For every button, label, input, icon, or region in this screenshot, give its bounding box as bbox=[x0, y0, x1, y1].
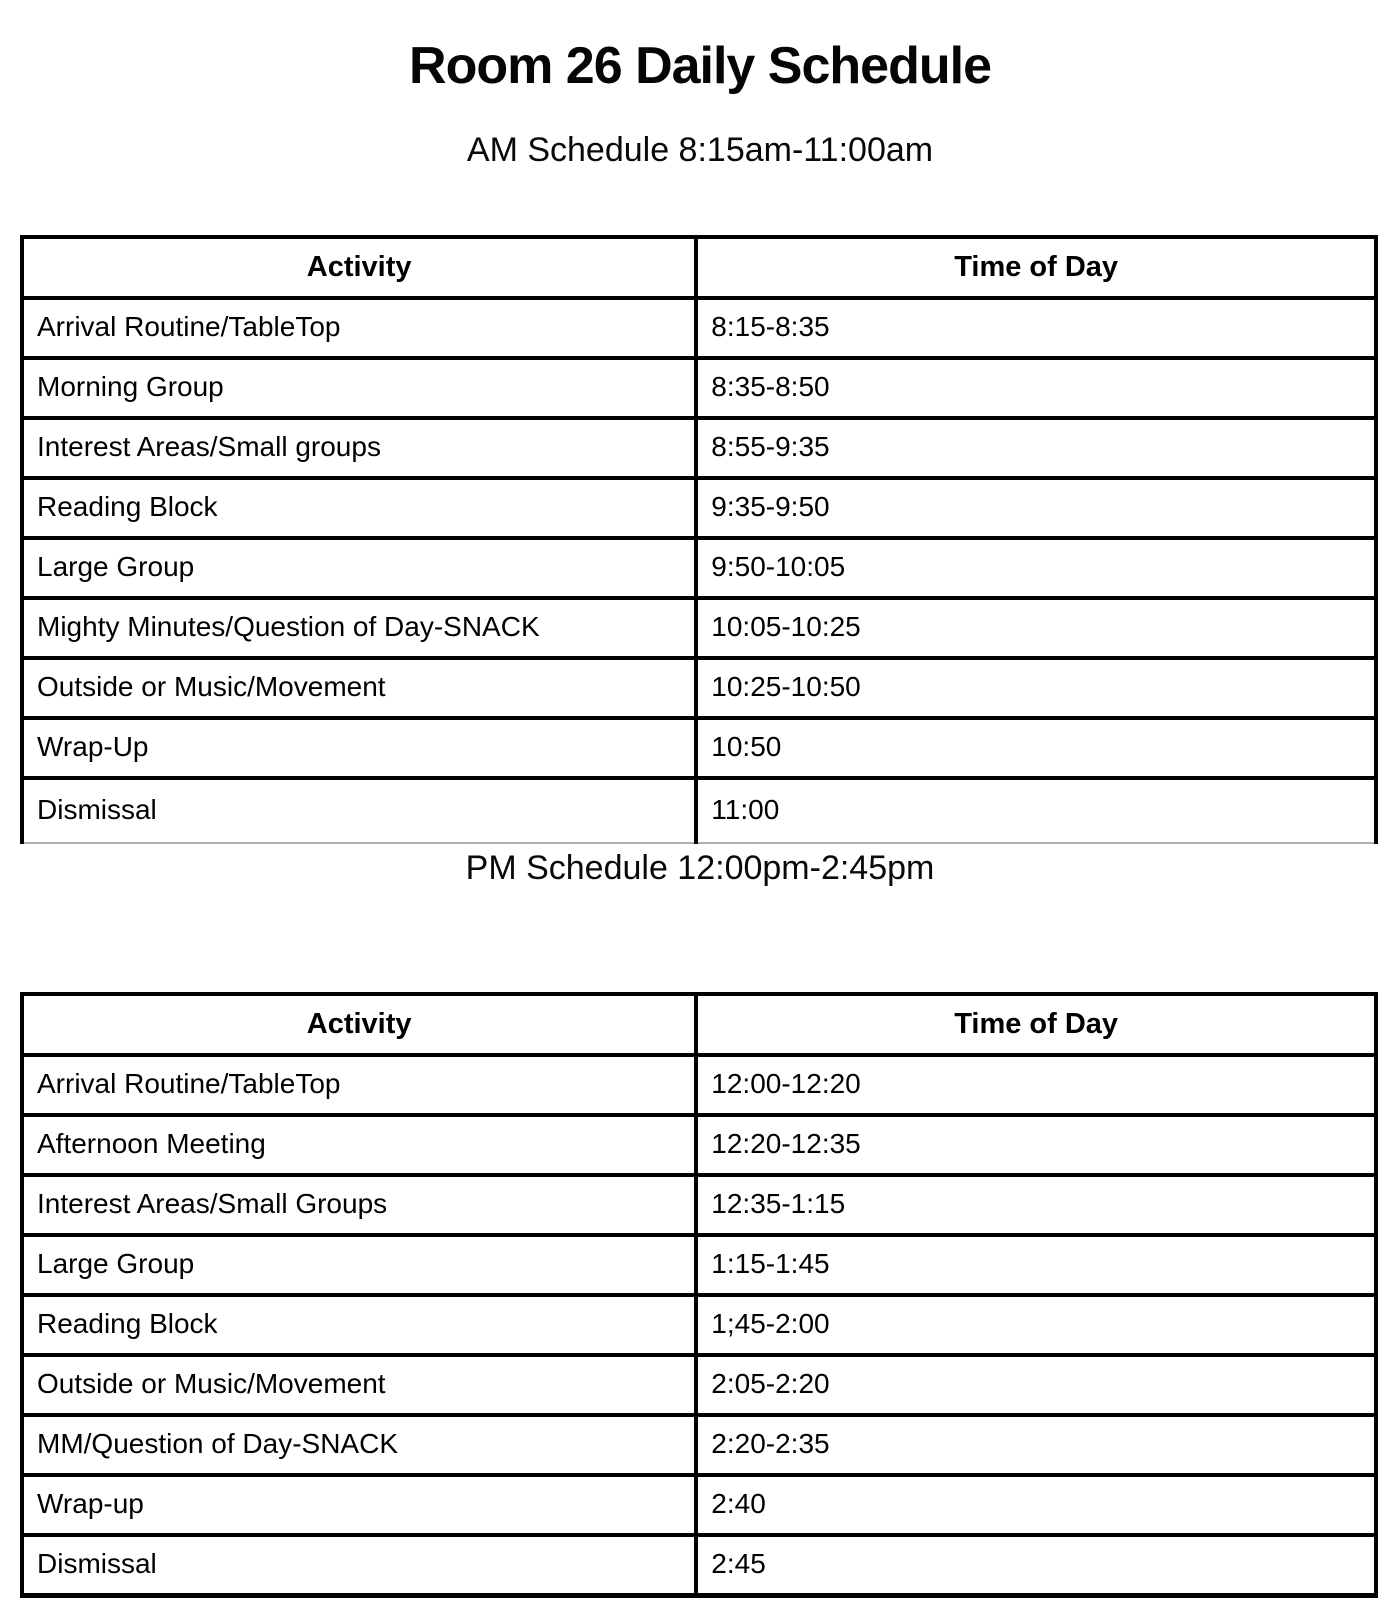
activity-cell: Outside or Music/Movement bbox=[22, 658, 696, 718]
activity-cell: Arrival Routine/TableTop bbox=[22, 298, 696, 358]
activity-cell: Arrival Routine/TableTop bbox=[22, 1055, 696, 1115]
table-row bbox=[22, 718, 1376, 778]
activity-cell: Large Group bbox=[22, 538, 696, 598]
time-cell: 2:45 bbox=[696, 1535, 1376, 1595]
time-of-day-column-header: Time of Day bbox=[696, 994, 1376, 1055]
table-header-row bbox=[22, 994, 1376, 1055]
activity-cell: Morning Group bbox=[22, 358, 696, 418]
table-row bbox=[22, 1415, 1376, 1475]
table-row bbox=[22, 1235, 1376, 1295]
time-cell: 12:20-12:35 bbox=[696, 1115, 1376, 1175]
table-row bbox=[22, 1115, 1376, 1175]
time-cell: 1:15-1:45 bbox=[696, 1235, 1376, 1295]
time-cell: 10:05-10:25 bbox=[696, 598, 1376, 658]
am-schedule-table bbox=[20, 235, 1378, 844]
time-cell: 12:35-1:15 bbox=[696, 1175, 1376, 1235]
time-cell: 9:50-10:05 bbox=[696, 538, 1376, 598]
table-row bbox=[22, 1475, 1376, 1535]
time-cell: 9:35-9:50 bbox=[696, 478, 1376, 538]
table-row bbox=[22, 478, 1376, 538]
activity-column-header: Activity bbox=[22, 994, 696, 1055]
table-row bbox=[22, 1175, 1376, 1235]
time-cell: 12:00-12:20 bbox=[696, 1055, 1376, 1115]
pm-schedule-heading: PM Schedule 12:00pm-2:45pm bbox=[465, 849, 935, 887]
time-cell: 2:20-2:35 bbox=[696, 1415, 1376, 1475]
time-cell: 8:15-8:35 bbox=[696, 298, 1376, 358]
time-cell: 8:35-8:50 bbox=[696, 358, 1376, 418]
am-schedule-heading: AM Schedule 8:15am-11:00am bbox=[466, 131, 934, 169]
table-row bbox=[22, 298, 1376, 358]
table-row bbox=[22, 1355, 1376, 1415]
time-cell: 2:05-2:20 bbox=[696, 1355, 1376, 1415]
activity-cell: Mighty Minutes/Question of Day-SNACK bbox=[22, 598, 696, 658]
activity-cell: Reading Block bbox=[22, 1295, 696, 1355]
table-row bbox=[22, 1295, 1376, 1355]
activity-cell: Interest Areas/Small Groups bbox=[22, 1175, 696, 1235]
activity-cell: Wrap-up bbox=[22, 1475, 696, 1535]
activity-cell: MM/Question of Day-SNACK bbox=[22, 1415, 696, 1475]
table-row bbox=[22, 538, 1376, 598]
time-cell: 10:25-10:50 bbox=[696, 658, 1376, 718]
time-cell: 10:50 bbox=[696, 718, 1376, 778]
activity-cell: Large Group bbox=[22, 1235, 696, 1295]
activity-cell: Outside or Music/Movement bbox=[22, 1355, 696, 1415]
time-of-day-column-header: Time of Day bbox=[696, 237, 1376, 298]
pm-schedule-table bbox=[20, 992, 1378, 1598]
activity-cell: Dismissal bbox=[22, 778, 696, 843]
time-cell: 1;45-2:00 bbox=[696, 1295, 1376, 1355]
time-cell: 8:55-9:35 bbox=[696, 418, 1376, 478]
table-row bbox=[22, 778, 1376, 843]
table-row bbox=[22, 1535, 1376, 1595]
page-title: Room 26 Daily Schedule bbox=[409, 37, 991, 95]
activity-cell: Dismissal bbox=[22, 1535, 696, 1595]
table-row bbox=[22, 1055, 1376, 1115]
activity-column-header: Activity bbox=[22, 237, 696, 298]
activity-cell: Wrap-Up bbox=[22, 718, 696, 778]
activity-cell: Afternoon Meeting bbox=[22, 1115, 696, 1175]
activity-cell: Reading Block bbox=[22, 478, 696, 538]
table-row bbox=[22, 418, 1376, 478]
time-cell: 11:00 bbox=[696, 778, 1376, 843]
time-cell: 2:40 bbox=[696, 1475, 1376, 1535]
table-row bbox=[22, 658, 1376, 718]
table-row bbox=[22, 598, 1376, 658]
table-row bbox=[22, 358, 1376, 418]
activity-cell: Interest Areas/Small groups bbox=[22, 418, 696, 478]
table-header-row bbox=[22, 237, 1376, 298]
